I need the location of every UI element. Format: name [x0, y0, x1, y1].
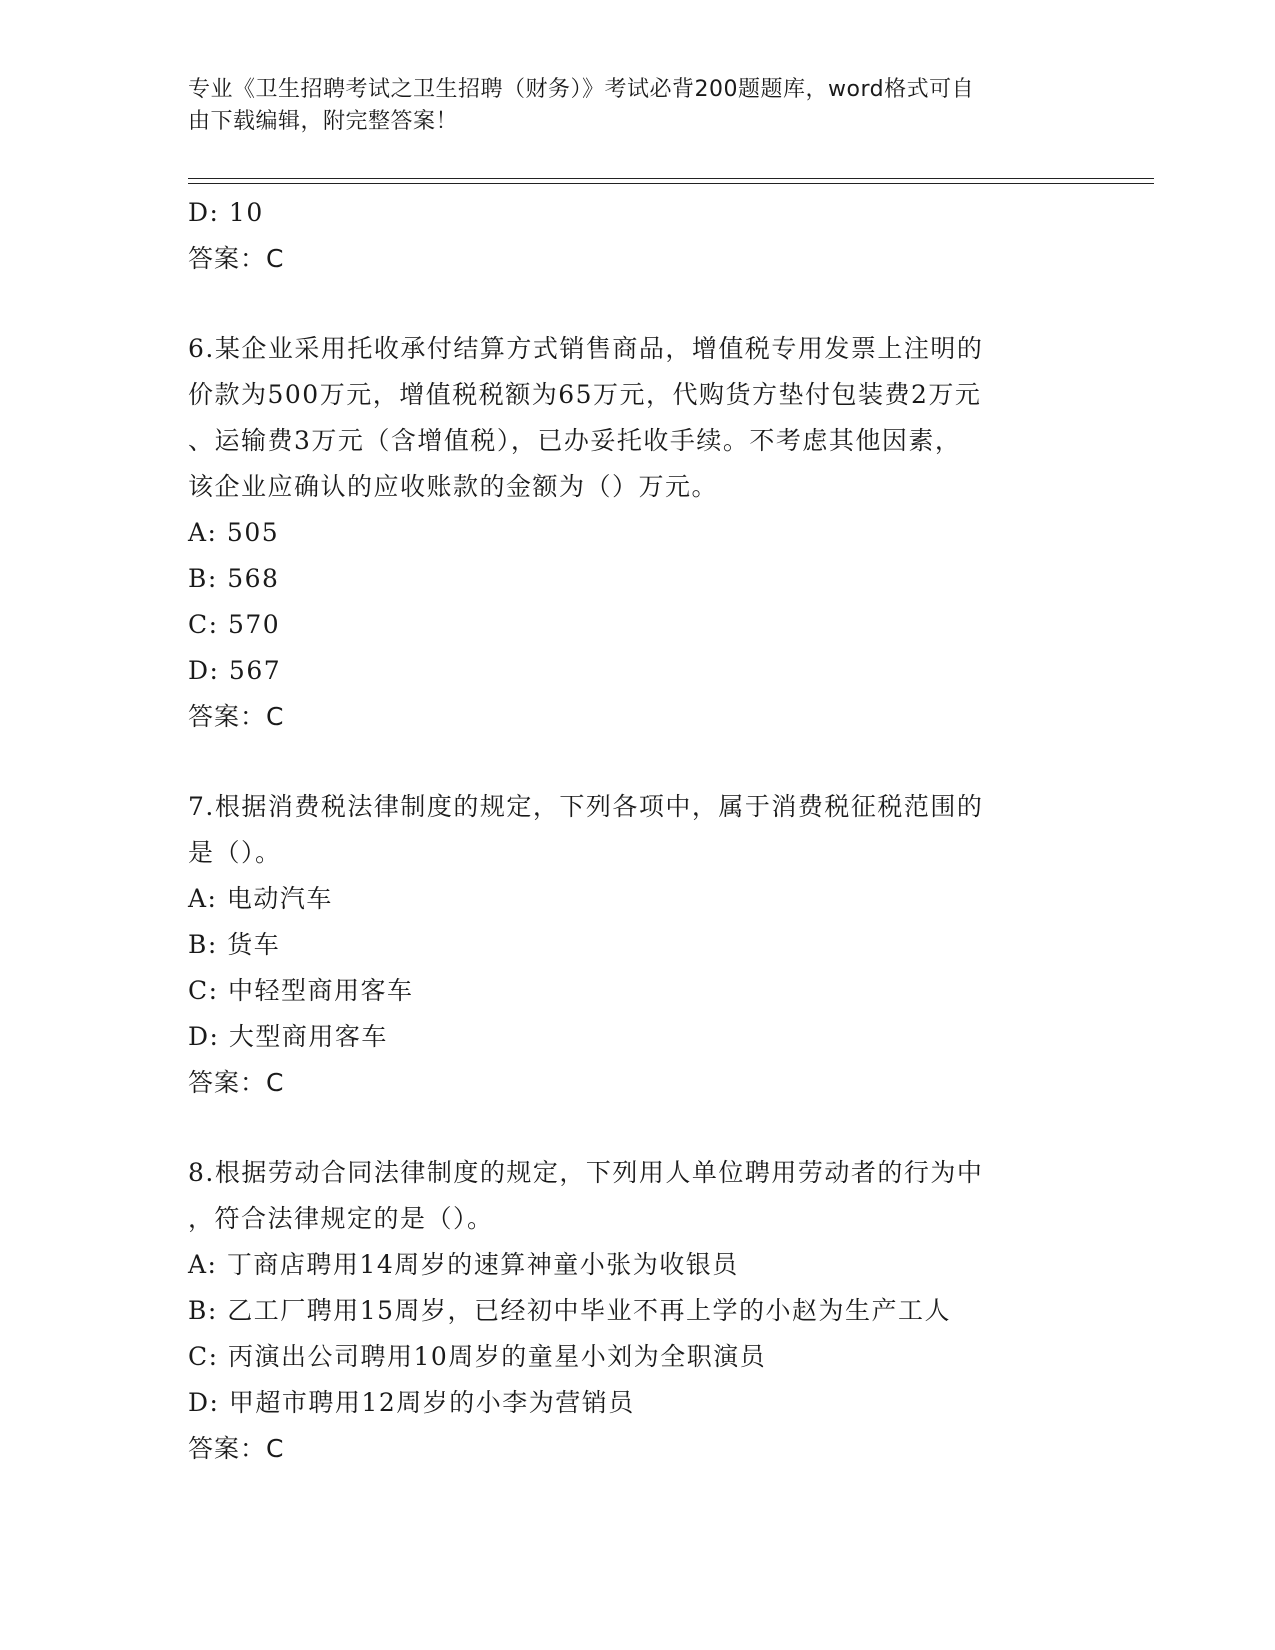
option-b: B: 568 — [188, 564, 280, 593]
header-line-1: 专业《卫生招聘考试之卫生招聘（财务）》考试必背200题题库，word格式可自 — [188, 77, 975, 102]
question-line: 、运输费3万元（含增值税），已办妥托收手续。不考虑其他因素， — [188, 426, 962, 455]
question-line: ，符合法律规定的是（）。 — [188, 1204, 494, 1233]
question-text — [188, 326, 1088, 510]
option-d: D: 567 — [188, 656, 282, 685]
option-c: C: 中轻型商用客车 — [188, 976, 414, 1005]
option-a: A: 505 — [188, 518, 280, 547]
question-line: 6.某企业采用托收承付结算方式销售商品，增值税专用发票上注明的 — [188, 334, 984, 363]
answer-line: 答案：C — [188, 244, 285, 273]
option-b: B: 货车 — [188, 930, 281, 959]
option-b: B: 乙工厂聘用15周岁，已经初中毕业不再上学的小赵为生产工人 — [188, 1296, 952, 1325]
header-line-2: 由下载编辑，附完整答案！ — [188, 109, 459, 134]
document-header — [188, 74, 1068, 138]
option-a: A: 丁商店聘用14周岁的速算神童小张为收银员 — [188, 1250, 739, 1279]
question-6 — [188, 326, 1088, 740]
spacer — [188, 282, 1088, 326]
question-7 — [188, 784, 1088, 1106]
header-divider-bottom — [188, 183, 1154, 184]
answer-line: 答案：C — [188, 702, 285, 731]
option-d: D: 大型商用客车 — [188, 1022, 388, 1051]
question-text — [188, 784, 1088, 876]
question-line: 价款为500万元，增值税税额为65万元，代购货方垫付包装费2万元 — [188, 380, 982, 409]
option-c: C: 丙演出公司聘用10周岁的童星小刘为全职演员 — [188, 1342, 767, 1371]
question-line: 7.根据消费税法律制度的规定，下列各项中，属于消费税征税范围的 — [188, 792, 984, 821]
question-line: 8.根据劳动合同法律制度的规定，下列用人单位聘用劳动者的行为中 — [188, 1158, 984, 1187]
option-d: D: 10 — [188, 198, 264, 227]
question-line: 是（）。 — [188, 838, 282, 867]
answer-line: 答案：C — [188, 1068, 285, 1097]
question-text — [188, 1150, 1088, 1242]
header-divider-top — [188, 178, 1154, 179]
spacer — [188, 1106, 1088, 1150]
answer-line: 答案：C — [188, 1434, 285, 1463]
option-d: D: 甲超市聘用12周岁的小李为营销员 — [188, 1388, 635, 1417]
question-list — [188, 190, 1088, 1472]
option-a: A: 电动汽车 — [188, 884, 333, 913]
option-c: C: 570 — [188, 610, 281, 639]
question-line: 该企业应确认的应收账款的金额为（）万元。 — [188, 472, 719, 501]
spacer — [188, 740, 1088, 784]
question-8 — [188, 1150, 1088, 1472]
